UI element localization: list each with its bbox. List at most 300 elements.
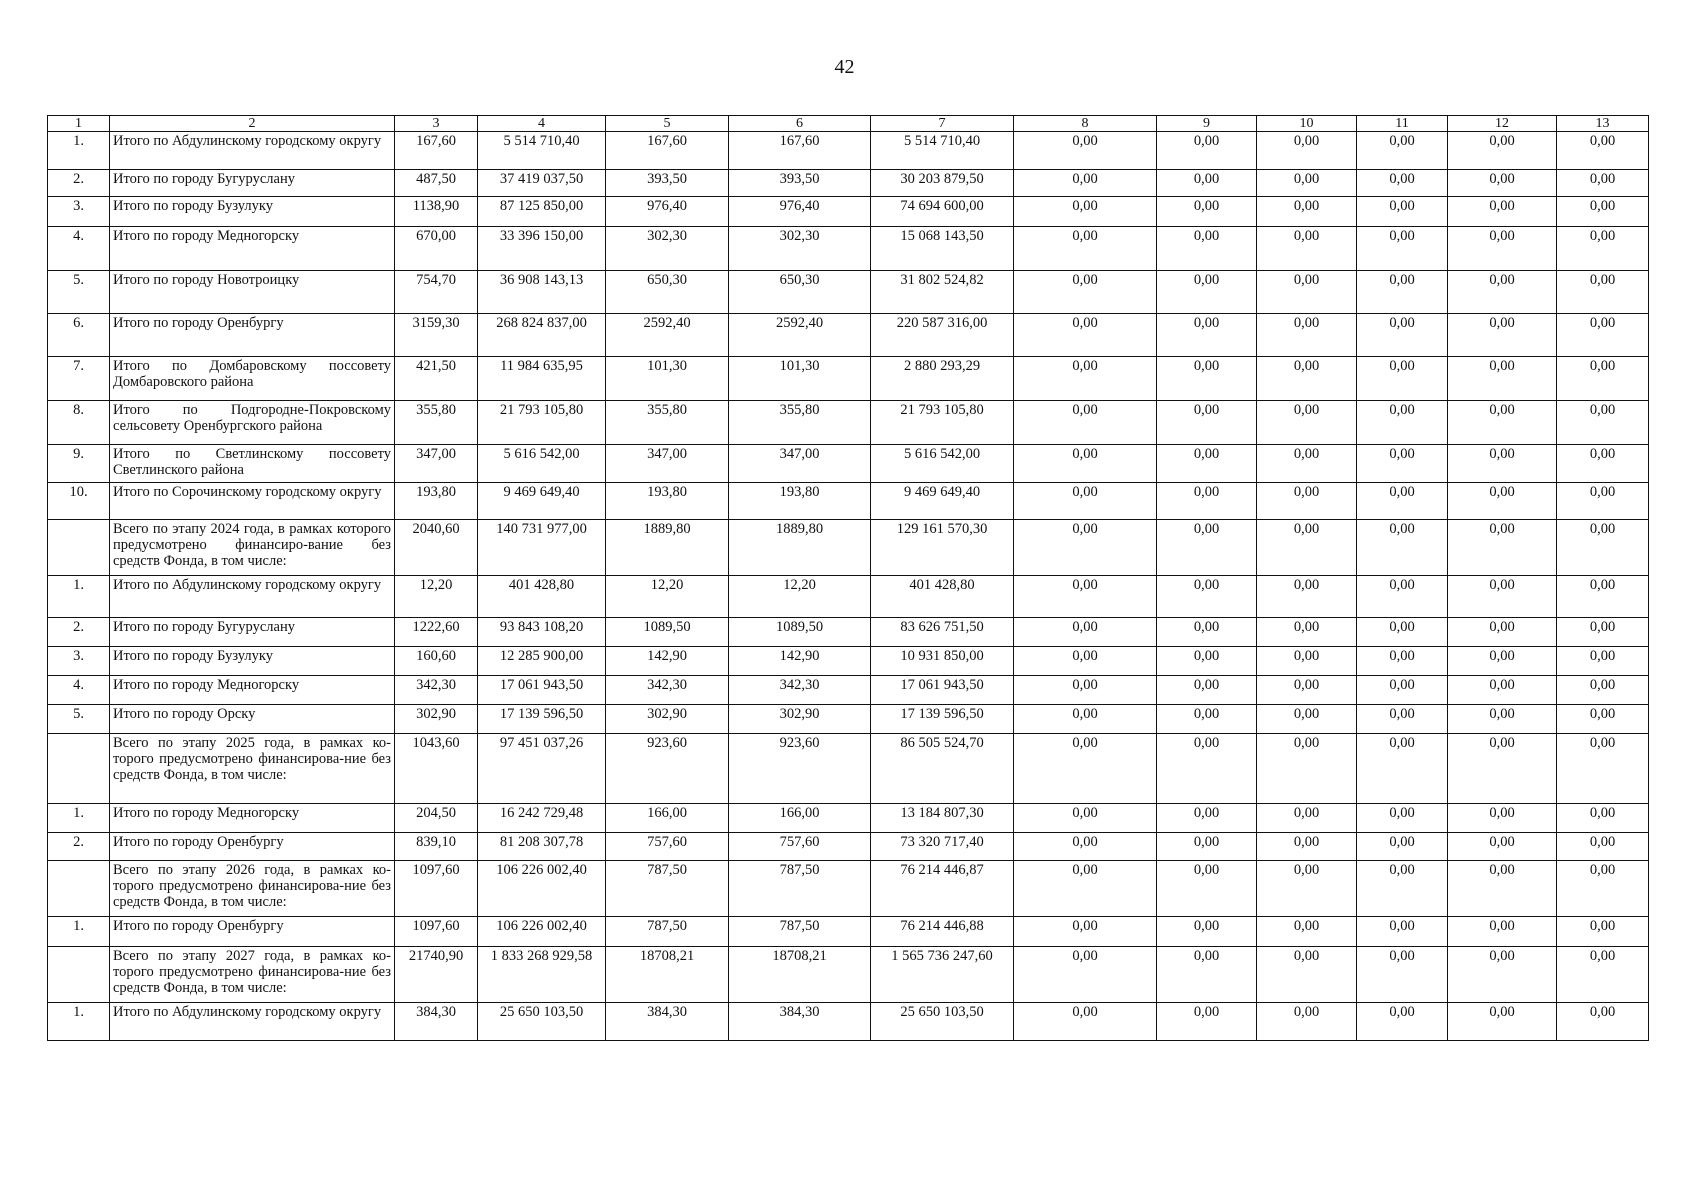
value-cell: 17 139 596,50 [478, 705, 606, 734]
row-number-cell: 4. [48, 227, 110, 271]
value-cell: 0,00 [1448, 734, 1557, 804]
value-cell: 0,00 [1557, 401, 1649, 445]
value-cell: 0,00 [1157, 861, 1257, 917]
value-cell: 76 214 446,87 [871, 861, 1014, 917]
row-number-cell: 1. [48, 917, 110, 947]
table-row [48, 647, 1649, 676]
value-cell: 74 694 600,00 [871, 197, 1014, 227]
value-cell: 12,20 [729, 576, 871, 618]
column-number-cell: 5 [606, 116, 729, 132]
value-cell: 0,00 [1557, 1003, 1649, 1041]
value-cell: 3159,30 [395, 314, 478, 357]
row-name-cell: Итого по городу Медногорску [110, 676, 395, 705]
value-cell: 0,00 [1157, 271, 1257, 314]
table-row [48, 1003, 1649, 1041]
value-cell: 0,00 [1257, 917, 1357, 947]
value-cell: 0,00 [1014, 861, 1157, 917]
column-number-cell: 9 [1157, 116, 1257, 132]
value-cell: 1 565 736 247,60 [871, 947, 1014, 1003]
column-number-cell: 8 [1014, 116, 1157, 132]
value-cell: 101,30 [729, 357, 871, 401]
value-cell: 10 931 850,00 [871, 647, 1014, 676]
value-cell: 166,00 [729, 804, 871, 833]
value-cell: 421,50 [395, 357, 478, 401]
row-name-cell: Итого по городу Бугуруслану [110, 618, 395, 647]
table-row [48, 705, 1649, 734]
value-cell: 302,90 [395, 705, 478, 734]
value-cell: 393,50 [729, 170, 871, 197]
value-cell: 1 833 268 929,58 [478, 947, 606, 1003]
value-cell: 0,00 [1157, 357, 1257, 401]
column-number-cell: 7 [871, 116, 1014, 132]
value-cell: 0,00 [1157, 445, 1257, 483]
column-number-cell: 3 [395, 116, 478, 132]
value-cell: 0,00 [1257, 445, 1357, 483]
value-cell: 166,00 [606, 804, 729, 833]
table-body [48, 116, 1649, 1041]
row-number-cell: 3. [48, 197, 110, 227]
row-name-cell: Итого по Подгородне-Покровскому сельсовету Оренбургского района [110, 401, 395, 445]
value-cell: 5 616 542,00 [478, 445, 606, 483]
value-cell: 0,00 [1257, 833, 1357, 861]
value-cell: 0,00 [1557, 576, 1649, 618]
value-cell: 0,00 [1357, 314, 1448, 357]
value-cell: 0,00 [1448, 197, 1557, 227]
table-row [48, 357, 1649, 401]
value-cell: 0,00 [1357, 271, 1448, 314]
value-cell: 0,00 [1014, 618, 1157, 647]
value-cell: 5 514 710,40 [871, 132, 1014, 170]
value-cell: 0,00 [1257, 676, 1357, 705]
value-cell: 0,00 [1157, 483, 1257, 520]
value-cell: 268 824 837,00 [478, 314, 606, 357]
table-row [48, 618, 1649, 647]
value-cell: 787,50 [729, 917, 871, 947]
value-cell: 33 396 150,00 [478, 227, 606, 271]
value-cell: 5 514 710,40 [478, 132, 606, 170]
value-cell: 0,00 [1357, 676, 1448, 705]
value-cell: 2592,40 [729, 314, 871, 357]
value-cell: 15 068 143,50 [871, 227, 1014, 271]
value-cell: 0,00 [1448, 132, 1557, 170]
value-cell: 787,50 [729, 861, 871, 917]
column-number-cell: 10 [1257, 116, 1357, 132]
value-cell: 0,00 [1557, 271, 1649, 314]
value-cell: 401 428,80 [478, 576, 606, 618]
value-cell: 0,00 [1014, 170, 1157, 197]
value-cell: 0,00 [1014, 227, 1157, 271]
value-cell: 302,90 [729, 705, 871, 734]
value-cell: 0,00 [1014, 947, 1157, 1003]
value-cell: 0,00 [1448, 483, 1557, 520]
value-cell: 787,50 [606, 917, 729, 947]
value-cell: 2 880 293,29 [871, 357, 1014, 401]
value-cell: 93 843 108,20 [478, 618, 606, 647]
table-row [48, 947, 1649, 1003]
row-number-cell: 2. [48, 618, 110, 647]
value-cell: 754,70 [395, 271, 478, 314]
value-cell: 347,00 [729, 445, 871, 483]
value-cell: 0,00 [1157, 947, 1257, 1003]
value-cell: 87 125 850,00 [478, 197, 606, 227]
value-cell: 923,60 [729, 734, 871, 804]
value-cell: 0,00 [1014, 483, 1157, 520]
value-cell: 0,00 [1448, 618, 1557, 647]
page-number: 42 [834, 56, 855, 78]
value-cell: 0,00 [1157, 197, 1257, 227]
value-cell: 0,00 [1357, 401, 1448, 445]
value-cell: 0,00 [1157, 676, 1257, 705]
value-cell: 5 616 542,00 [871, 445, 1014, 483]
value-cell: 0,00 [1157, 734, 1257, 804]
value-cell: 0,00 [1014, 520, 1157, 576]
row-name-cell: Итого по Домбаровскому поссовету Домбаровского района [110, 357, 395, 401]
data-table [47, 115, 1649, 1041]
value-cell: 37 419 037,50 [478, 170, 606, 197]
value-cell: 129 161 570,30 [871, 520, 1014, 576]
row-name-cell: Итого по Абдулинскому городскому округу [110, 576, 395, 618]
value-cell: 0,00 [1014, 197, 1157, 227]
value-cell: 167,60 [395, 132, 478, 170]
value-cell: 0,00 [1557, 647, 1649, 676]
value-cell: 0,00 [1157, 647, 1257, 676]
row-number-cell: 5. [48, 271, 110, 314]
value-cell: 302,30 [729, 227, 871, 271]
value-cell: 0,00 [1557, 861, 1649, 917]
value-cell: 193,80 [395, 483, 478, 520]
value-cell: 0,00 [1157, 917, 1257, 947]
column-number-row [48, 116, 1649, 132]
value-cell: 167,60 [729, 132, 871, 170]
value-cell: 0,00 [1357, 647, 1448, 676]
row-name-cell: Всего по этапу 2024 года, в рамках которого предусмотрено финансиро-вание без средств Фонда, в том числе: [110, 520, 395, 576]
value-cell: 1089,50 [729, 618, 871, 647]
row-number-cell: 1. [48, 132, 110, 170]
value-cell: 142,90 [729, 647, 871, 676]
value-cell: 342,30 [606, 676, 729, 705]
value-cell: 36 908 143,13 [478, 271, 606, 314]
row-name-cell: Итого по городу Медногорску [110, 227, 395, 271]
value-cell: 25 650 103,50 [478, 1003, 606, 1041]
value-cell: 0,00 [1257, 314, 1357, 357]
value-cell: 0,00 [1357, 197, 1448, 227]
value-cell: 0,00 [1257, 227, 1357, 271]
value-cell: 18708,21 [606, 947, 729, 1003]
table-row [48, 804, 1649, 833]
value-cell: 9 469 649,40 [871, 483, 1014, 520]
value-cell: 9 469 649,40 [478, 483, 606, 520]
value-cell: 0,00 [1357, 445, 1448, 483]
value-cell: 0,00 [1257, 947, 1357, 1003]
value-cell: 0,00 [1014, 445, 1157, 483]
table-row [48, 576, 1649, 618]
value-cell: 0,00 [1557, 520, 1649, 576]
row-name-cell: Итого по городу Оренбургу [110, 833, 395, 861]
value-cell: 384,30 [729, 1003, 871, 1041]
value-cell: 0,00 [1448, 445, 1557, 483]
value-cell: 0,00 [1448, 357, 1557, 401]
value-cell: 0,00 [1448, 1003, 1557, 1041]
value-cell: 0,00 [1357, 520, 1448, 576]
value-cell: 0,00 [1014, 401, 1157, 445]
value-cell: 0,00 [1557, 917, 1649, 947]
value-cell: 167,60 [606, 132, 729, 170]
value-cell: 757,60 [606, 833, 729, 861]
table-row [48, 520, 1649, 576]
row-number-cell: 4. [48, 676, 110, 705]
value-cell: 0,00 [1157, 132, 1257, 170]
value-cell: 0,00 [1448, 861, 1557, 917]
value-cell: 0,00 [1557, 833, 1649, 861]
value-cell: 13 184 807,30 [871, 804, 1014, 833]
value-cell: 0,00 [1157, 170, 1257, 197]
column-number-cell: 11 [1357, 116, 1448, 132]
value-cell: 0,00 [1157, 804, 1257, 833]
value-cell: 0,00 [1357, 576, 1448, 618]
row-number-cell: 3. [48, 647, 110, 676]
value-cell: 0,00 [1448, 520, 1557, 576]
value-cell: 0,00 [1157, 705, 1257, 734]
value-cell: 204,50 [395, 804, 478, 833]
value-cell: 0,00 [1357, 132, 1448, 170]
value-cell: 757,60 [729, 833, 871, 861]
value-cell: 0,00 [1157, 401, 1257, 445]
row-name-cell: Итого по городу Бузулуку [110, 197, 395, 227]
value-cell: 0,00 [1357, 734, 1448, 804]
value-cell: 1138,90 [395, 197, 478, 227]
column-number-cell: 6 [729, 116, 871, 132]
value-cell: 0,00 [1014, 734, 1157, 804]
value-cell: 0,00 [1257, 357, 1357, 401]
value-cell: 0,00 [1448, 676, 1557, 705]
value-cell: 0,00 [1357, 618, 1448, 647]
row-name-cell: Итого по городу Бугуруслану [110, 170, 395, 197]
value-cell: 0,00 [1357, 833, 1448, 861]
value-cell: 220 587 316,00 [871, 314, 1014, 357]
value-cell: 0,00 [1014, 357, 1157, 401]
value-cell: 0,00 [1014, 917, 1157, 947]
value-cell: 0,00 [1448, 170, 1557, 197]
row-number-cell: 2. [48, 170, 110, 197]
value-cell: 0,00 [1357, 947, 1448, 1003]
value-cell: 0,00 [1257, 271, 1357, 314]
value-cell: 0,00 [1257, 1003, 1357, 1041]
row-number-cell [48, 947, 110, 1003]
table-row [48, 401, 1649, 445]
row-name-cell: Итого по городу Новотроицку [110, 271, 395, 314]
row-name-cell: Всего по этапу 2025 года, в рамках ко-торого предусмотрено финансирова-ние без средств Фонда, в том числе: [110, 734, 395, 804]
value-cell: 0,00 [1014, 132, 1157, 170]
value-cell: 0,00 [1557, 357, 1649, 401]
value-cell: 0,00 [1157, 618, 1257, 647]
row-name-cell: Итого по Светлинскому поссовету Светлинского района [110, 445, 395, 483]
value-cell: 355,80 [606, 401, 729, 445]
row-name-cell: Итого по Абдулинскому городскому округу [110, 132, 395, 170]
value-cell: 0,00 [1357, 705, 1448, 734]
value-cell: 0,00 [1357, 357, 1448, 401]
value-cell: 0,00 [1014, 647, 1157, 676]
row-number-cell: 1. [48, 1003, 110, 1041]
value-cell: 142,90 [606, 647, 729, 676]
value-cell: 21 793 105,80 [871, 401, 1014, 445]
value-cell: 670,00 [395, 227, 478, 271]
table-row [48, 197, 1649, 227]
row-name-cell: Итого по Сорочинскому городскому округу [110, 483, 395, 520]
table-row [48, 861, 1649, 917]
value-cell: 0,00 [1157, 314, 1257, 357]
value-cell: 18708,21 [729, 947, 871, 1003]
value-cell: 384,30 [395, 1003, 478, 1041]
value-cell: 0,00 [1448, 947, 1557, 1003]
value-cell: 101,30 [606, 357, 729, 401]
row-name-cell: Всего по этапу 2026 года, в рамках ко-торого предусмотрено финансирова-ние без средств Фонда, в том числе: [110, 861, 395, 917]
value-cell: 0,00 [1448, 917, 1557, 947]
value-cell: 81 208 307,78 [478, 833, 606, 861]
value-cell: 0,00 [1557, 804, 1649, 833]
value-cell: 923,60 [606, 734, 729, 804]
value-cell: 1043,60 [395, 734, 478, 804]
value-cell: 355,80 [729, 401, 871, 445]
value-cell: 0,00 [1157, 520, 1257, 576]
value-cell: 0,00 [1257, 197, 1357, 227]
value-cell: 1222,60 [395, 618, 478, 647]
row-number-cell: 1. [48, 804, 110, 833]
value-cell: 76 214 446,88 [871, 917, 1014, 947]
value-cell: 73 320 717,40 [871, 833, 1014, 861]
value-cell: 0,00 [1448, 705, 1557, 734]
value-cell: 0,00 [1257, 618, 1357, 647]
column-number-cell: 13 [1557, 116, 1649, 132]
value-cell: 0,00 [1357, 917, 1448, 947]
row-name-cell: Итого по городу Оренбургу [110, 917, 395, 947]
table-row [48, 734, 1649, 804]
value-cell: 0,00 [1014, 676, 1157, 705]
value-cell: 0,00 [1014, 314, 1157, 357]
value-cell: 21740,90 [395, 947, 478, 1003]
value-cell: 0,00 [1257, 401, 1357, 445]
value-cell: 650,30 [606, 271, 729, 314]
value-cell: 0,00 [1257, 170, 1357, 197]
value-cell: 0,00 [1557, 132, 1649, 170]
row-number-cell: 5. [48, 705, 110, 734]
value-cell: 0,00 [1257, 804, 1357, 833]
value-cell: 0,00 [1357, 483, 1448, 520]
column-number-cell: 1 [48, 116, 110, 132]
value-cell: 21 793 105,80 [478, 401, 606, 445]
row-number-cell: 8. [48, 401, 110, 445]
value-cell: 0,00 [1357, 804, 1448, 833]
column-number-cell: 2 [110, 116, 395, 132]
value-cell: 0,00 [1014, 804, 1157, 833]
value-cell: 11 984 635,95 [478, 357, 606, 401]
value-cell: 193,80 [606, 483, 729, 520]
value-cell: 0,00 [1157, 227, 1257, 271]
value-cell: 86 505 524,70 [871, 734, 1014, 804]
value-cell: 355,80 [395, 401, 478, 445]
table-row [48, 227, 1649, 271]
value-cell: 0,00 [1257, 647, 1357, 676]
value-cell: 0,00 [1448, 804, 1557, 833]
value-cell: 401 428,80 [871, 576, 1014, 618]
value-cell: 0,00 [1448, 833, 1557, 861]
table-row [48, 917, 1649, 947]
row-number-cell: 7. [48, 357, 110, 401]
value-cell: 0,00 [1014, 271, 1157, 314]
value-cell: 0,00 [1557, 197, 1649, 227]
value-cell: 97 451 037,26 [478, 734, 606, 804]
value-cell: 0,00 [1357, 170, 1448, 197]
value-cell: 1889,80 [729, 520, 871, 576]
table-row [48, 170, 1649, 197]
value-cell: 106 226 002,40 [478, 917, 606, 947]
value-cell: 2040,60 [395, 520, 478, 576]
value-cell: 12,20 [395, 576, 478, 618]
value-cell: 0,00 [1357, 861, 1448, 917]
row-name-cell: Итого по городу Медногорску [110, 804, 395, 833]
value-cell: 0,00 [1157, 576, 1257, 618]
value-cell: 0,00 [1257, 483, 1357, 520]
value-cell: 0,00 [1557, 705, 1649, 734]
value-cell: 302,30 [606, 227, 729, 271]
value-cell: 106 226 002,40 [478, 861, 606, 917]
value-cell: 0,00 [1014, 833, 1157, 861]
value-cell: 0,00 [1014, 1003, 1157, 1041]
value-cell: 976,40 [729, 197, 871, 227]
value-cell: 12 285 900,00 [478, 647, 606, 676]
column-number-cell: 4 [478, 116, 606, 132]
value-cell: 0,00 [1557, 314, 1649, 357]
value-cell: 30 203 879,50 [871, 170, 1014, 197]
row-number-cell: 9. [48, 445, 110, 483]
value-cell: 0,00 [1557, 734, 1649, 804]
table-row [48, 271, 1649, 314]
value-cell: 393,50 [606, 170, 729, 197]
row-name-cell: Итого по городу Оренбургу [110, 314, 395, 357]
value-cell: 787,50 [606, 861, 729, 917]
value-cell: 0,00 [1257, 132, 1357, 170]
value-cell: 0,00 [1557, 947, 1649, 1003]
value-cell: 0,00 [1448, 576, 1557, 618]
row-name-cell: Всего по этапу 2027 года, в рамках ко-торого предусмотрено финансирова-ние без средств Фонда, в том числе: [110, 947, 395, 1003]
value-cell: 1889,80 [606, 520, 729, 576]
value-cell: 0,00 [1557, 618, 1649, 647]
table-row [48, 445, 1649, 483]
row-number-cell [48, 520, 110, 576]
value-cell: 342,30 [729, 676, 871, 705]
value-cell: 1097,60 [395, 861, 478, 917]
value-cell: 12,20 [606, 576, 729, 618]
value-cell: 140 731 977,00 [478, 520, 606, 576]
value-cell: 0,00 [1357, 1003, 1448, 1041]
value-cell: 193,80 [729, 483, 871, 520]
value-cell: 1097,60 [395, 917, 478, 947]
value-cell: 302,90 [606, 705, 729, 734]
value-cell: 976,40 [606, 197, 729, 227]
value-cell: 487,50 [395, 170, 478, 197]
row-number-cell: 10. [48, 483, 110, 520]
value-cell: 839,10 [395, 833, 478, 861]
row-name-cell: Итого по Абдулинскому городскому округу [110, 1003, 395, 1041]
value-cell: 347,00 [606, 445, 729, 483]
table-row [48, 676, 1649, 705]
value-cell: 0,00 [1014, 576, 1157, 618]
value-cell: 17 061 943,50 [871, 676, 1014, 705]
table-row [48, 483, 1649, 520]
value-cell: 83 626 751,50 [871, 618, 1014, 647]
row-number-cell: 2. [48, 833, 110, 861]
value-cell: 0,00 [1257, 705, 1357, 734]
value-cell: 2592,40 [606, 314, 729, 357]
